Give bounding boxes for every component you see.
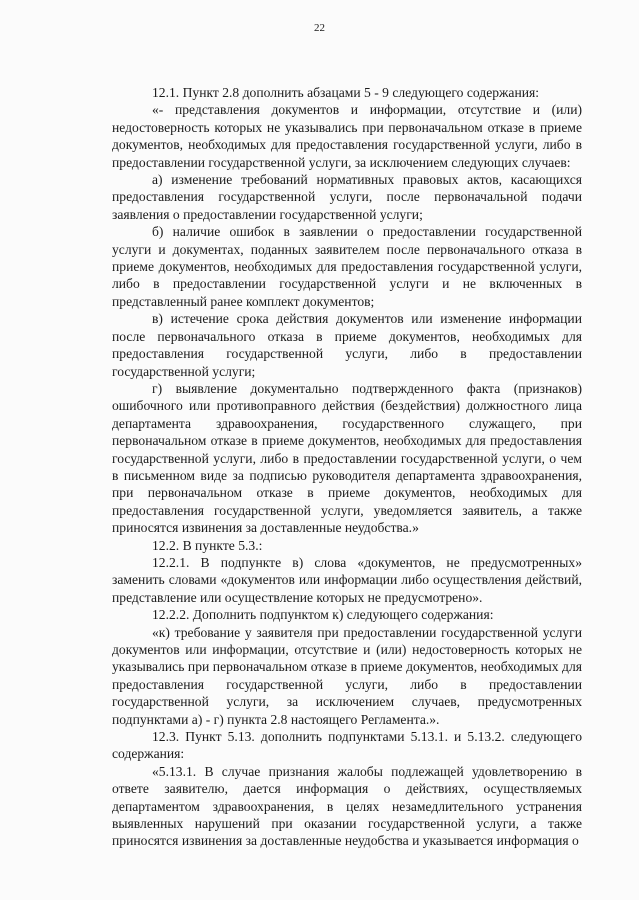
- paragraph-12-2-2: 12.2.2. Дополнить подпунктом к) следующего содержания:: [152, 607, 494, 623]
- paragraph-case-v: в) истечение срока действия документов или изменение информации после первоначального отказа в приеме документов, необходимых для предоставления государственной услуги, либо в предоставлении государственной услуги;: [112, 311, 582, 379]
- paragraph-subpoint-k: «к) требование у заявителя при предоставлении государственной услуги документов или информации, отсутствие и (или) недостоверность которых не указывались при первоначальном отказе в приеме документов, необходимых для предоставления государственной услуги, либо в предоставлении государственной услуги, за исключением случаев, предусмотренных подпунктами а) - г) пункта 2.8 настоящего Регламента.».: [112, 624, 582, 727]
- document-body: [112, 84, 582, 850]
- paragraph-12-2-1: 12.2.1. В подпункте в) слова «документов, не предусмотренных» заменить словами «документов или информации либо осуществления действий, представление или осуществление которых не предусмотрено».: [112, 554, 582, 605]
- paragraph-5-13-1: «5.13.1. В случае признания жалобы подлежащей удовлетворению в ответе заявителю, дается информация о действиях, осуществляемых департаментом здравоохранения, в целях незамедлительного устранения выявленных нарушений при оказании государственной услуги, а также приносятся извинения за доставленные неудобства и указывается информация о: [112, 763, 582, 849]
- paragraph-case-g: г) выявление документально подтвержденного факта (признаков) ошибочного или противоправного действия (бездействия) должностного лица департамента здравоохранения, государственного служащего, при первоначальном отказе в приеме документов, необходимых для предоставления государственной услуги, либо в предоставлении государственной услуги, о чем в письменном виде за подписью руководителя департамента здравоохранения, при первоначальном отказе в приеме документов, необходимых для предоставления государственной услуги, уведомляется заявитель, а также приносятся извинения за доставленные неудобства.»: [112, 380, 582, 536]
- paragraph-12-3: 12.3. Пункт 5.13. дополнить подпунктами 5.13.1. и 5.13.2. следующего содержания:: [112, 729, 582, 762]
- paragraph-12-2: 12.2. В пункте 5.3.:: [152, 537, 263, 553]
- paragraph-12-1: 12.1. Пункт 2.8 дополнить абзацами 5 - 9 следующего содержания:: [152, 85, 540, 100]
- paragraph-case-b: б) наличие ошибок в заявлении о предоставлении государственной услуги и документах, поданных заявителем после первоначального отказа в приеме документов, необходимых для предоставления государственной услуги, либо в предоставлении государственной услуги и не включенных в представленный ранее комплект документов;: [112, 224, 582, 309]
- paragraph-case-a: а) изменение требований нормативных правовых актов, касающихся предоставления государственной услуги, после первоначальной подачи заявления о предоставлении государственной услуги;: [112, 172, 582, 222]
- page-number: 22: [314, 22, 325, 34]
- paragraph-amendment-intro: «- представления документов и информации, отсутствие и (или) недостоверность которых не указывались при первоначальном отказе в приеме документов, необходимых для предоставления государственной услуги, либо в предоставлении государственной услуги, за исключением следующих случаев:: [112, 102, 582, 170]
